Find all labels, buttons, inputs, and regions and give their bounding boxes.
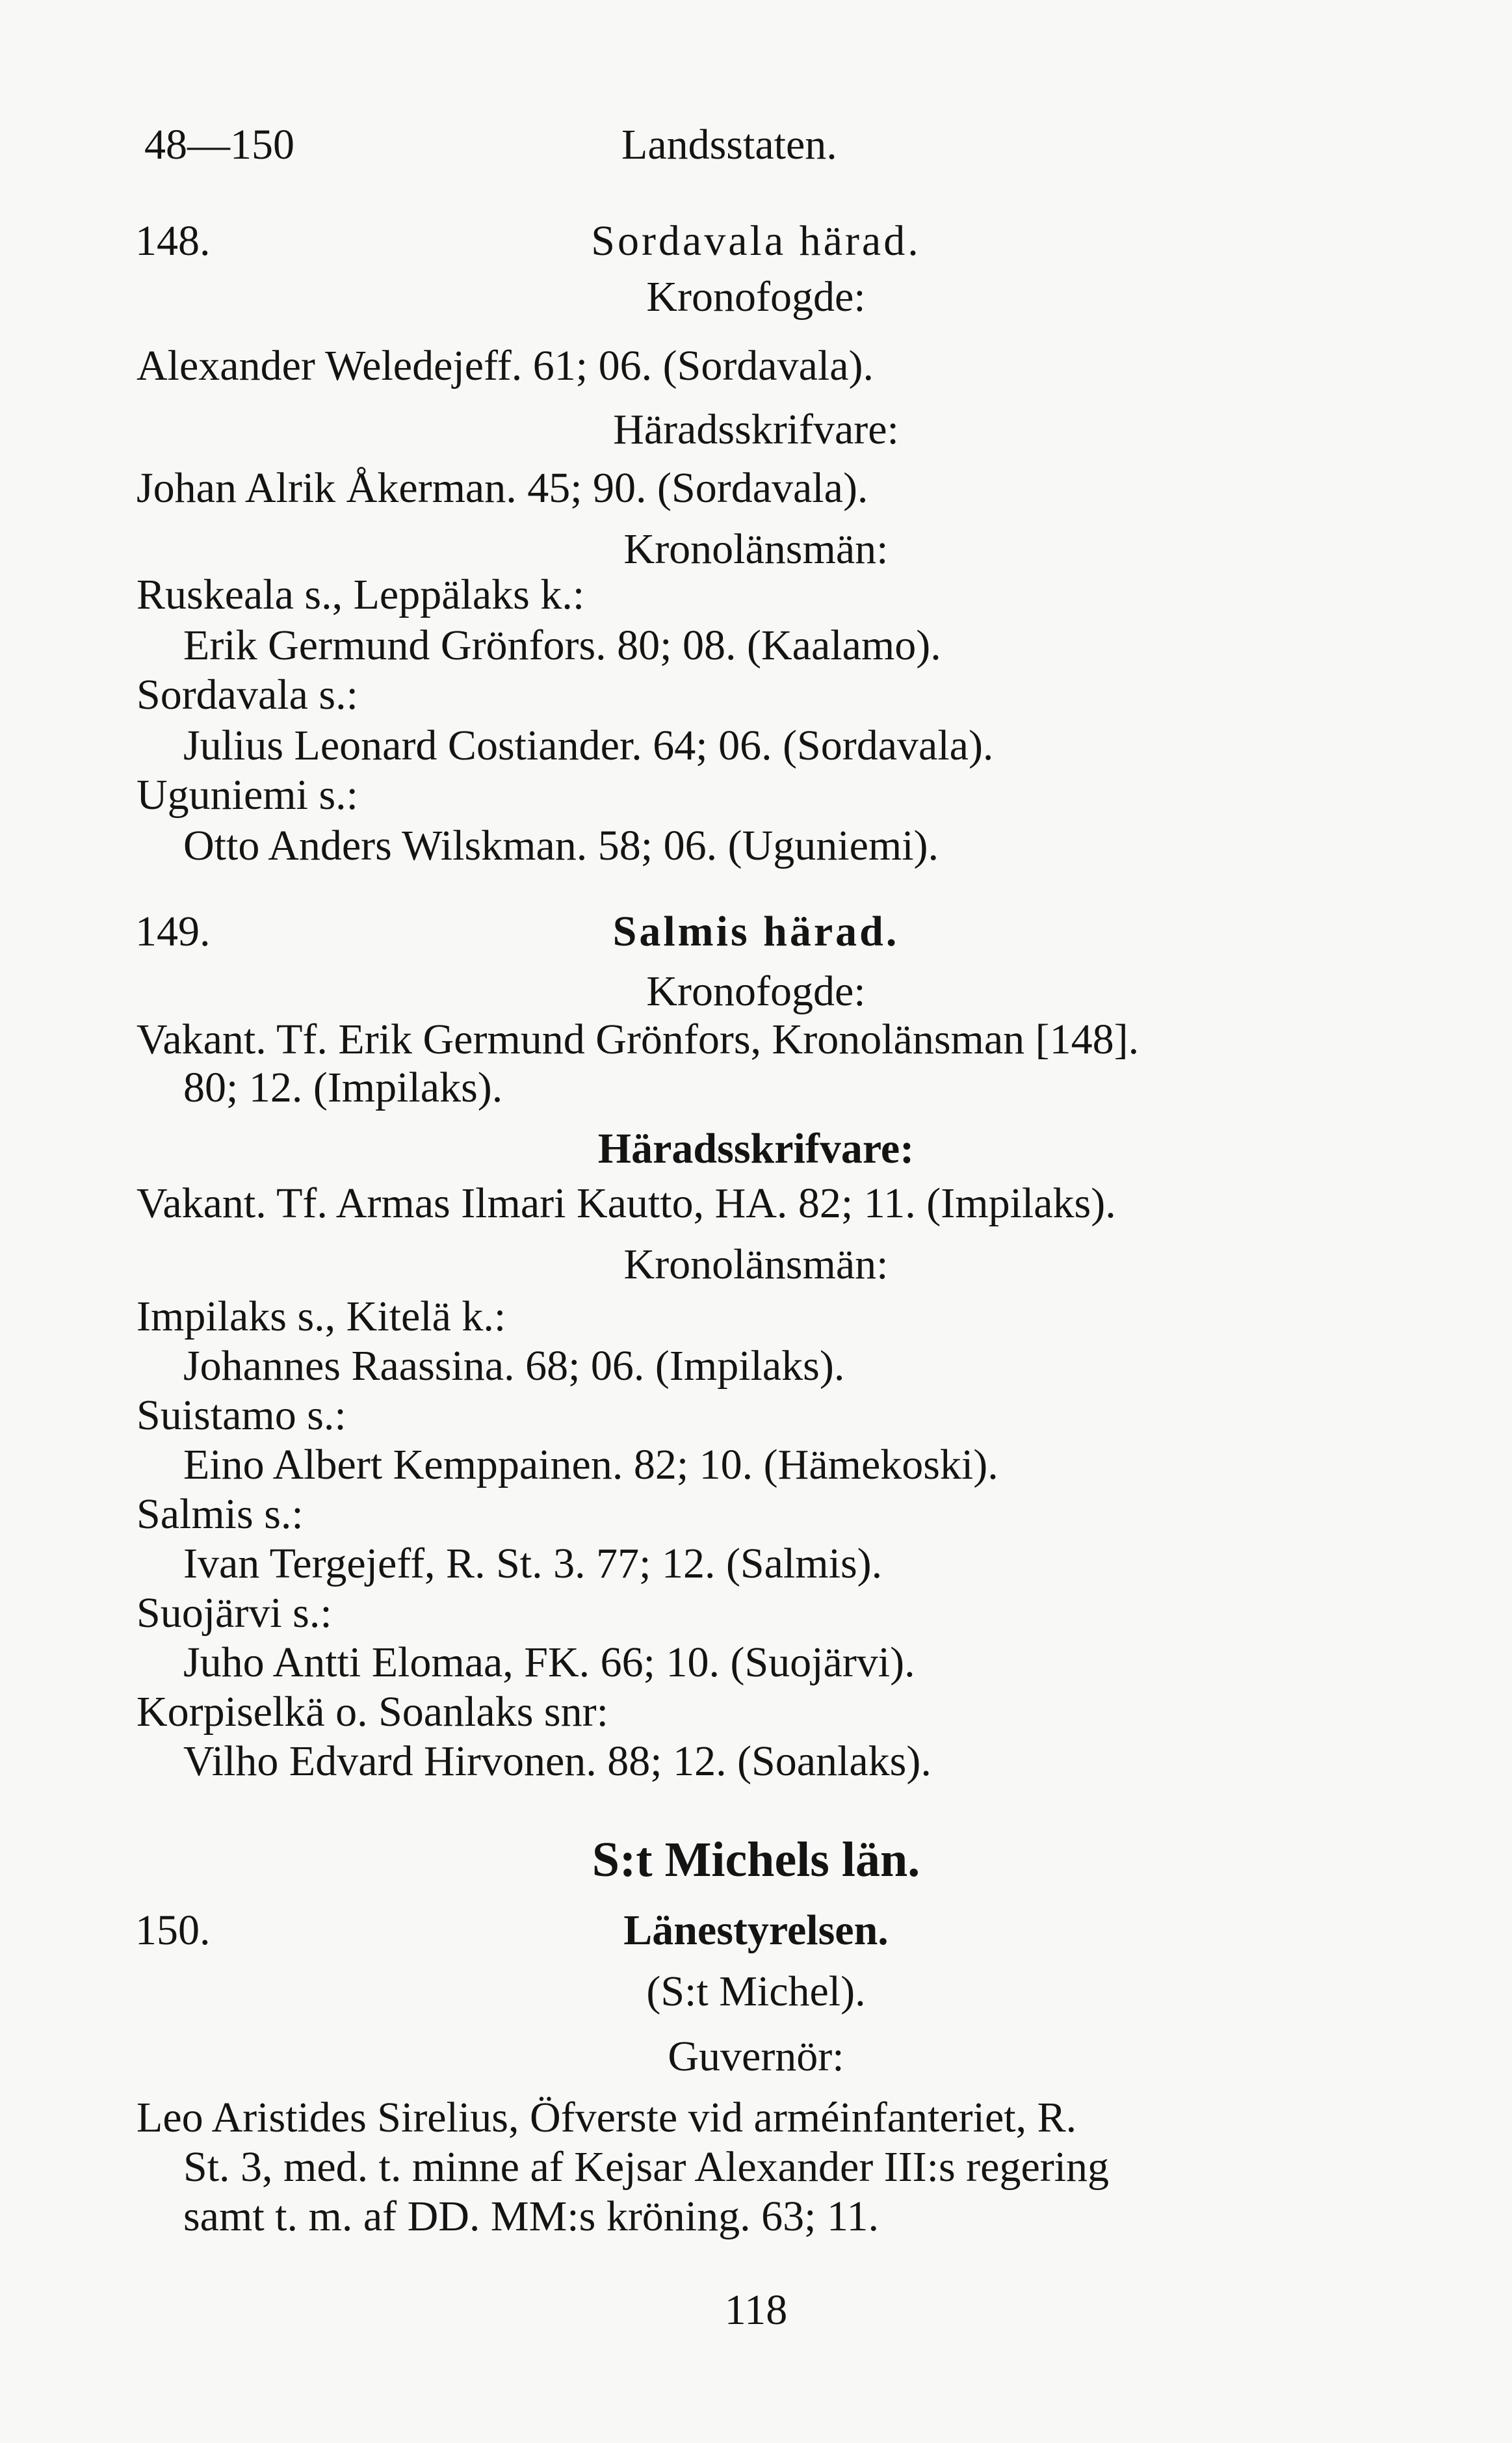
lan-title: S:t Michels län. [592,1832,920,1887]
guvernor-heading: Guvernör: [668,2033,844,2080]
kronolansman-heading-149: Kronolänsmän: [623,1241,889,1288]
district-line: Suistamo s.: [137,1392,346,1439]
person-line: Erik Germund Grönfors. 80; 08. (Kaalamo). [183,622,941,669]
section-number-150: 150. [135,1907,211,1954]
kronofogde-entry-148: Alexander Weledejeff. 61; 06. (Sordavala). [137,342,874,390]
haradsskrifvare-heading-149: Häradsskrifvare: [597,1125,915,1172]
district-line: Uguniemi s.: [137,771,358,819]
person-line: Julius Leonard Costiander. 64; 06. (Sordavala). [183,722,994,769]
district-line: Korpiselkä o. Soanlaks snr: [137,1688,608,1736]
guvernor-entry-line: St. 3, med. t. minne af Kejsar Alexander III:s regering [183,2143,1110,2191]
person-line: Johannes Raassina. 68; 06. (Impilaks). [183,1342,845,1390]
person-line: Ivan Tergejeff, R. St. 3. 77; 12. (Salmis). [183,1540,883,1587]
district-line: Ruskeala s., Leppälaks k.: [137,571,585,618]
haradsskrifvare-heading-148: Häradsskrifvare: [613,406,899,453]
page-number: 118 [724,2286,788,2334]
person-line: Eino Albert Kemppainen. 82; 10. (Hämekoski). [183,1441,998,1488]
location-line: (S:t Michel). [646,1968,866,2015]
kronofogde-entry-149: Vakant. Tf. Erik Germund Grönfors, Kronolänsman [148]. [137,1016,1140,1063]
haradsskrifvare-entry-149: Vakant. Tf. Armas Ilmari Kautto, HA. 82; 11. (Impilaks). [137,1180,1116,1227]
running-title: Landsstaten. [621,121,837,168]
person-line: Vilho Edvard Hirvonen. 88; 12. (Soanlaks). [183,1737,932,1785]
guvernor-entry-line: Leo Aristides Sirelius, Öfverste vid arméinfanteriet, R. [137,2094,1077,2141]
person-line: Juho Antti Elomaa, FK. 66; 10. (Suojärvi). [183,1639,915,1686]
page-range: 48—150 [144,121,294,168]
district-line: Impilaks s., Kitelä k.: [137,1293,506,1340]
section-number-148: 148. [135,217,211,265]
district-line: Salmis s.: [137,1490,304,1538]
district-line: Suojärvi s.: [137,1589,332,1637]
district-line: Sordavala s.: [137,671,358,719]
section-title-salmis: Salmis härad. [612,908,900,955]
section-number-149: 149. [135,908,211,955]
kronofogde-heading-149: Kronofogde: [646,968,866,1015]
kronolansman-heading-148: Kronolänsmän: [623,525,889,573]
section-title-lanestyrelsen: Länestyrelsen. [623,1907,889,1954]
person-line: Otto Anders Wilskman. 58; 06. (Uguniemi). [183,822,939,869]
kronofogde-heading-148: Kronofogde: [646,273,866,321]
section-title-sordavala: Sordavala härad. [591,217,921,265]
kronofogde-entry-149-cont: 80; 12. (Impilaks). [183,1064,503,1111]
guvernor-entry-line: samt t. m. af DD. MM:s kröning. 63; 11. [183,2193,880,2240]
haradsskrifvare-entry-148: Johan Alrik Åkerman. 45; 90. (Sordavala). [137,464,868,512]
